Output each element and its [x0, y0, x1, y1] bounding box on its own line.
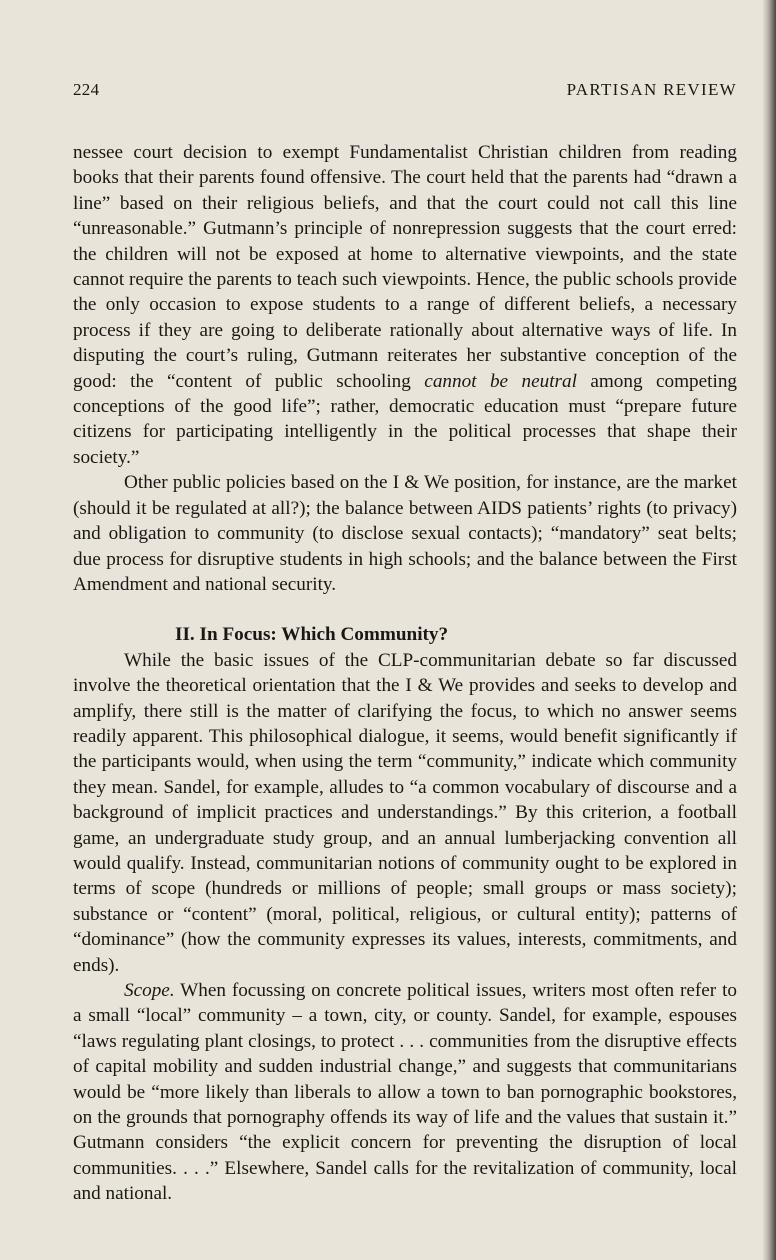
scope-lead: Scope. [124, 980, 175, 1001]
paragraph-1: nessee court decision to exempt Fundamentalist Christian children from reading books that their parents found offensive. The court held that the parents had “drawn a line” based on their religious beliefs, and that the court could not call this line “unreasonable.” Gutmann’s principle of nonrepression suggests that the court erred: the children will not be exposed at home to alternative viewpoints, and the state cannot require the parents to teach such viewpoints. Hence, the public schools provide the only occasion to expose students to a range of different beliefs, a necessary process if they are going to deliberate rationally about alternative ways of life. In disputing the court’s ruling, Gutmann reiterates her substantive conception of the good: the “content of public schooling cannot be neutral among competing conceptions of the good life”; rather, democratic education must “prepare future citizens for participating intelligently in the political processes that shape their society.” [73, 142, 738, 468]
page-edge-shadow [762, 0, 776, 1260]
page-number: 224 [73, 80, 100, 99]
emphasis-cannot-be-neutral: cannot be neutral [424, 370, 577, 392]
section-heading: II. In Focus: Which Community? [175, 624, 449, 646]
paragraph-4: Scope. When focussing on concrete political issues, writers most often refer to a small “local” community – a town, city, or county. Sandel, for example, espouses “laws regulating plant closings, to protect . . . communities from the disruptive effects of capital mobility and sudden industrial change,” and suggests that communitarians would be “more likely than liberals to allow a town to ban pornographic bookstores, on the grounds that pornography offends its way of life and the values that sustain it.” Gutmann considers “the explicit concern for preventing the disruption of local communities. . . .” Elsewhere, Sandel calls for the revitalization of community, local and national. [73, 980, 737, 1205]
body-text [73, 140, 737, 1207]
paragraph-3: While the basic issues of the CLP-communitarian debate so far discussed involve the theoretical orientation that the I & We provides and seeks to develop and amplify, there still is the matter of clarifying the focus, to which no answer seems readily apparent. This philosophical dialogue, it seems, would benefit significantly if the participants would, when using the term “community,” indicate which community they mean. Sandel, for example, alludes to “a common vocabulary of discourse and a background of implicit practices and understandings.” By this criterion, a football game, an undergraduate study group, and an annual lumberjacking convention all would qualify. Instead, communitarian notions of community ought to be explored in terms of scope (hundreds or millions of people; small groups or mass society); substance or “content” (moral, political, religious, or cultural entity); patterns of “dominance” (how the community expresses its values, interests, commitments, and ends). [73, 649, 737, 976]
paragraph-2: Other public policies based on the I & We position, for instance, are the market (should it be regulated at all?); the balance between AIDS patients’ rights (to privacy) and obligation to community (to disclose sexual contacts); “mandatory” seat belts; due process for disruptive students in high schools; and the balance between the First Amendment and national security. [73, 472, 737, 595]
journal-title: PARTISAN REVIEW [566, 80, 737, 99]
